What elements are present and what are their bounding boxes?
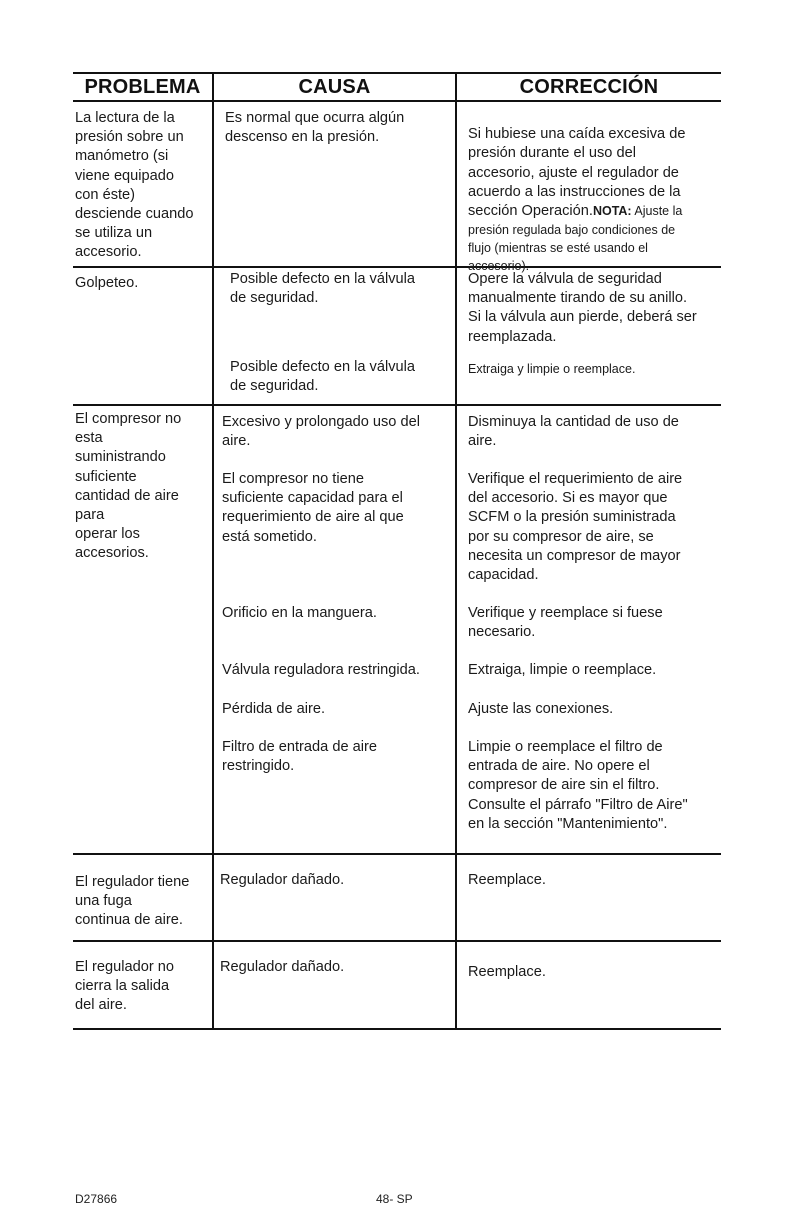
row-1-correction bbox=[468, 106, 685, 294]
row-divider-4 bbox=[73, 940, 721, 942]
row-1-note-text: Ajuste la bbox=[631, 204, 683, 219]
row-3-correction-5: Ajuste las conexiones. bbox=[468, 701, 614, 717]
row-3-cause-1: Excesivo y prolongado uso del aire. bbox=[222, 414, 420, 450]
row-divider-3 bbox=[73, 853, 721, 855]
row-3-cause-2: El compresor no tiene suficiente capacidad para el requerimiento de aire al que está sometido. bbox=[222, 471, 404, 545]
header-correccion: CORRECCIÓN bbox=[519, 75, 659, 98]
footer-page-number: 48- SP bbox=[376, 1192, 413, 1206]
row-4-cause: Regulador dañado. bbox=[220, 872, 345, 888]
row-4-problem: El regulador tiene una fuga continua de aire. bbox=[75, 874, 190, 929]
row-2-correction-b: Extraiga y limpie o reemplace. bbox=[468, 362, 636, 376]
row-5-cause: Regulador dañado. bbox=[220, 959, 345, 975]
header-problema: PROBLEMA bbox=[84, 75, 201, 98]
row-3-correction-1: Disminuya la cantidad de uso de aire. bbox=[468, 414, 679, 450]
row-2-cause-b: Posible defecto en la válvula de seguridad. bbox=[230, 359, 415, 395]
row-1-note-label: NOTA: bbox=[592, 204, 632, 219]
table-bottom-rule bbox=[73, 1028, 721, 1030]
row-3-cause-6: Filtro de entrada de aire restringido. bbox=[222, 739, 377, 775]
row-3-correction-3: Verifique y reemplace si fuese necesario. bbox=[468, 605, 663, 641]
column-divider-1 bbox=[212, 72, 214, 1030]
row-5-correction: Reemplace. bbox=[468, 964, 546, 980]
row-2-cause-a: Posible defecto en la válvula de seguridad. bbox=[230, 271, 415, 307]
footer-model-number: D27866 bbox=[75, 1192, 118, 1206]
row-1-correction-text: Si hubiese una caída excesiva de presión durante el uso del accesorio, ajuste el regulador de acuerdo a las instrucciones de la sección Operación. bbox=[468, 126, 686, 220]
row-3-correction-6: Limpie o reemplace el filtro de entrada de aire. No opere el compresor de aire sin el filtro. Consulte el párrafo "Filtro de Aire" en la sección "Mantenimiento". bbox=[468, 739, 688, 832]
row-1-problem: La lectura de la presión sobre un manómetro (si viene equipado con éste) desciende cuando se utiliza un accesorio. bbox=[75, 110, 194, 261]
row-divider-2 bbox=[73, 404, 721, 406]
row-5-problem: El regulador no cierra la salida del aire. bbox=[75, 959, 174, 1014]
row-1-note-rest: presión regulada bajo condiciones de flujo (mientras se esté usando el accesorio). bbox=[468, 223, 676, 274]
row-2-correction-a: Opere la válvula de seguridad manualmente tirando de su anillo. Si la válvula aun pierde, deberá ser reemplazada. bbox=[468, 271, 697, 345]
row-4-correction: Reemplace. bbox=[468, 872, 546, 888]
row-3-cause-3: Orificio en la manguera. bbox=[222, 605, 377, 621]
row-3-cause-5: Pérdida de aire. bbox=[222, 701, 326, 717]
header-bottom-rule bbox=[73, 100, 721, 102]
header-causa: CAUSA bbox=[298, 75, 371, 98]
row-1-cause: Es normal que ocurra algún descenso en la presión. bbox=[225, 110, 405, 146]
row-3-problem: El compresor no esta suministrando suficiente cantidad de aire para operar los accesorios. bbox=[75, 411, 182, 562]
row-3-correction-2: Verifique el requerimiento de aire del accesorio. Si es mayor que SCFM o la presión suministrada por su compresor de aire, se necesita un compresor de mayor capacidad. bbox=[468, 471, 683, 584]
row-3-correction-4: Extraiga, limpie o reemplace. bbox=[468, 662, 657, 678]
row-2-problem: Golpeteo. bbox=[75, 275, 139, 291]
row-3-cause-4: Válvula reguladora restringida. bbox=[222, 662, 420, 678]
column-divider-2 bbox=[455, 72, 457, 1030]
